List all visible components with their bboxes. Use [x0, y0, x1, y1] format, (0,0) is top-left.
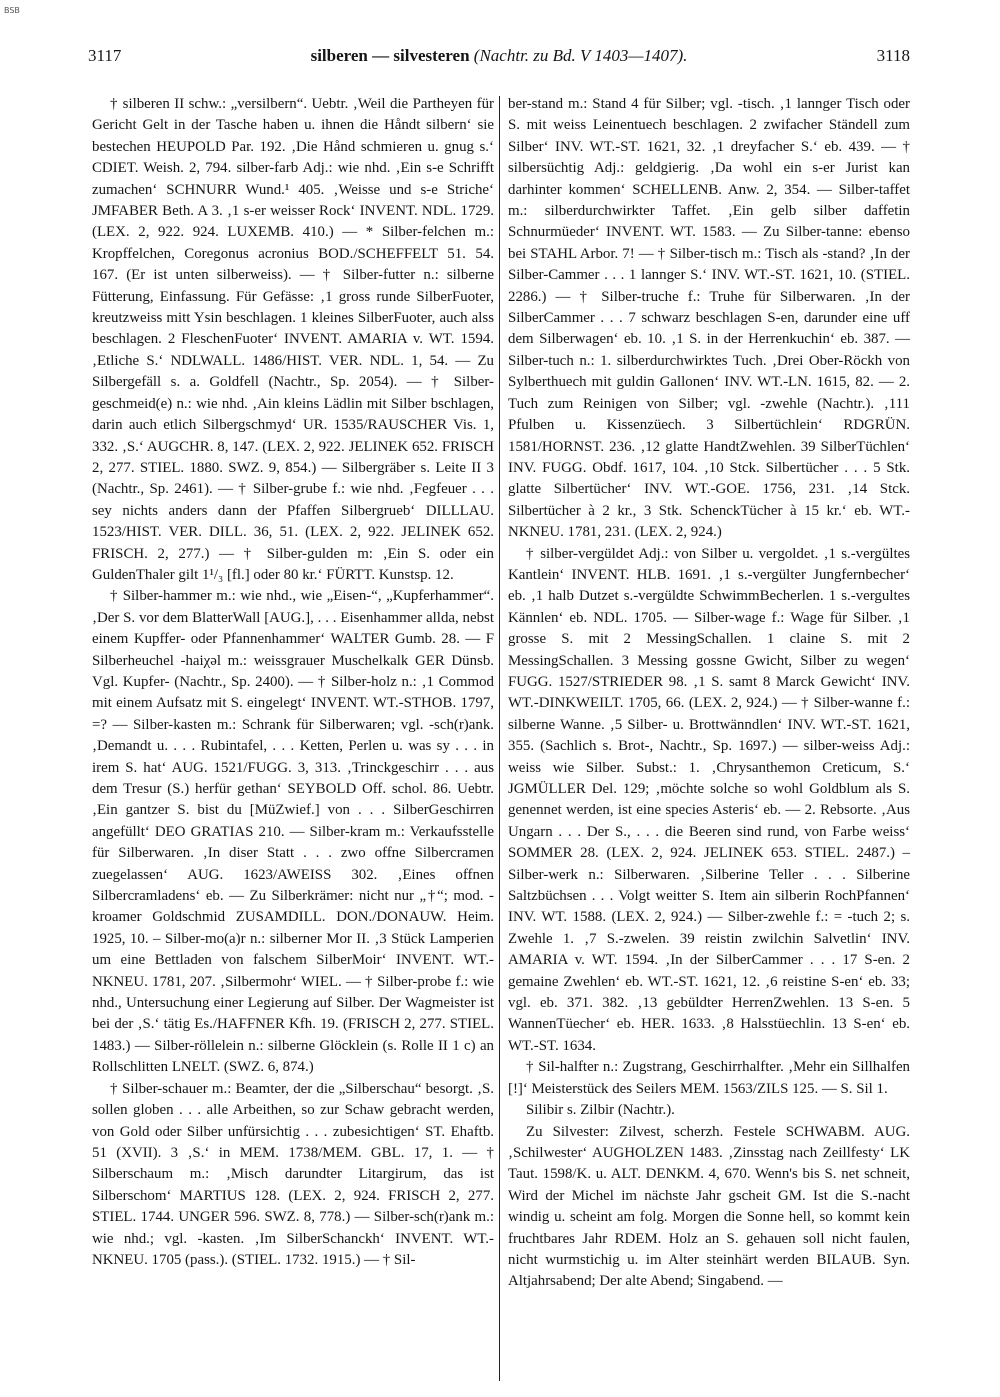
column-divider [499, 96, 500, 1381]
entry-paragraph: Zu Silvester: Zilvest, scherzh. Festele SCHWABM. AUG. ‚Schilwester‘ AUGHOLZEN 1483. ‚Zinsstag nach Zeillfesty‘ LK Taut. 1598/K. u. ALT. DENKM. 4, 670. Wenn's bis S. net schneit, Wird der Michel im nächste Jahr gscheit GM. Ist die S.-nacht windig u. scheint am folg. Morgen die Sonne hell, so kommt kein fruchtbares Jahr RDEM. Holz an S. gehauen soll nicht faulen, nicht wurmstichig u. im Alter steinhärt werden BILAUB. Syn. Altjahrsabend; Der alte Abend; Singabend. — [508, 1123, 910, 1290]
entry-paragraph: † Silber-schauer m.: Beamter, der die „Silberschau“ besorgt. ‚S. sollen globen . . . alle Arbeithen, so zur Schaw gebracht werden, von Gold oder Silber unfürsichtig . . . zubesichtigen‘ ST. Ehaftb. 51 (XVII). 3 ‚S.‘ in MEM. 1738/MEM. GBL. 17, 1. — † Silberschaum m.: ‚Misch darundter Litargirum, das ist Silberschom‘ MARTIUS 128. (LEX. 2, 924. FRISCH 2, 277. STIEL. 1744. UNGER 596. SWZ. 8, 778.) — Silber-sch(r)ank m.: wie nhd.; vgl. -kasten. ‚Im SilberSchanckh‘ INVENT. WT.-NKNEU. 1705 (pass.). (STIEL. 1732. 1915.) — † Sil- [92, 1080, 494, 1268]
left-column [92, 94, 494, 1271]
entry-paragraph: † Sil-halfter n.: Zugstrang, Geschirrhalfter. ‚Mehr ein Sillhalfen [!]‘ Meisterstück des Seilers MEM. 1563/ZILS 125. — S. Sil 1. [508, 1059, 910, 1097]
right-column [508, 94, 910, 1293]
page-header [88, 46, 910, 72]
entry-paragraph: † silber-vergüldet Adj.: von Silber u. vergoldet. ‚1 s.-vergültes Kantlein‘ INVENT. HLB. 1691. ‚1 s.-vergülter Jungfernbecher‘ eb. ‚1 halb Dutzet s.-vergüldte SchwimmBecherlen. 1 s.-vergultes Kännlen‘ eb. NDL. 1705. — Silber-wage f.: Wage für Silber. ‚1 grosse S. mit 2 MessingSchallen. 1 claine S. mit 2 MessingSchallen. 3 Messing gossne Gwicht, Silber zu wegen‘ FUGG. 1527/STRIEDER 98. ‚1 S. samt 8 Marck Gewicht‘ INV. WT.-DINKWEILT. 1705, 66. (LEX. 2, 924.) — † Silber-wanne f.: silberne Wanne. ‚5 Silber- u. Brottwänndlen‘ INV. WT.-ST. 1621, 355. (Sachlich s. Brot-, Nachtr., Sp. 1697.) — silber-weiss Adj.: weiss wie Silber. Subst.: 1. ‚Chrysanthemon Creticum, S.‘ JGMÜLLER Del. 129; ‚möchte solche so wohl Goldblum als S. genennet werden, ist eine species Asteris‘ eb. — 2. Rebsorte. ‚Aus Ungarn . . . Der S., . . . die Beeren sind rund, von Farbe weiss‘ SOMMER 28. (LEX. 2, 924. JELINEK 653. STIEL. 2487.) – Silber-werk n.: Silberwaren. ‚Silberine Teller . . . Silberine Saltzbüchsen . . . Volgt weitter S. Item ain silberin RochPfannen‘ INV. WT. 1588. (LEX. 2, 924.) — Silber-zwehle f.: = -tuch 2; s. Zwehle 1. ‚7 S.-zwelen. 39 reistin zwilchin Salvetlin‘ INV. AMARIA v. WT. 1594. ‚In der SilberCammer . . . 17 S-en. 2 gemaine Zwehlen‘ eb. WT.-ST. 1621, 12. ‚6 reistine S-en‘ eb. 33; vgl. eb. 371. 382. ‚13 gebüldter HerrenZwehlen. 13 S-en. 5 WannenTüecher‘ eb. HER. 1633. ‚8 Halsstüechlin. 13 S-en‘ eb. WT.-ST. 1634. [508, 545, 910, 1054]
entry-paragraph: Silibir s. Zilbir (Nachtr.). [526, 1102, 675, 1119]
running-title-main: silberen — silvesteren [310, 46, 470, 65]
page-number-right: 3118 [876, 46, 910, 65]
running-title [88, 46, 910, 66]
entry-paragraph: ber-stand m.: Stand 4 für Silber; vgl. -tisch. ‚1 lannger Tisch oder S. mit weiss Leinentuech beschlagen. 2 zwifacher Ständell zum Silber‘ INV. WT.-ST. 1621, 32. ‚1 dreyfacher S.‘ eb. 439. — † silbersüchtig Adj.: geldgierig. ‚Da wohl ein s-er Jurist kan darhinter kommen‘ SCHELLENB. Anw. 2, 354. — Silber-taffet m.: silberdurchwirkter Taffet. ‚Ein gelb silber daffetin Schnurmüeder‘ INVENT. WT. 1583. — Zu Silber-tanne: ebenso bei STAHL Arbor. 7! — † Silber-tisch m.: Tisch als -stand? ‚In der Silber-Cammer . . . 1 lannger S.‘ INV. WT.-ST. 1621, 10. (STIEL. 2286.) — † Silber-truche f.: Truhe für Silberwaren. ‚In der SilberCammer . . . 7 schwarz beschlagen S-en, darunder eine uff dem Silberwagen‘ eb. 10. ‚1 S. in der Herrenkuchin‘ eb. 387. — Silber-tuch n.: 1. silberdurchwirktes Tuch. ‚Drei Ober-Röckh von Sylberthuech mit guldin Gallonen‘ INV. WT.-LN. 1615, 82. — 2. Tuch zum Reinigen von Silber; vgl. -zwehle (Nachtr.). ‚111 Pfulben u. Kissenzüech. 3 Silbertüchlein‘ RDGRÜN. 1581/HORNST. 236. ‚12 glatte HandtZwehlen. 39 SilberTüchlen‘ INV. FUGG. Obdf. 1617, 104. ‚10 Stck. Silbertücher . . . 5 Stk. glatte Silbertücher‘ INV. WT.-GOE. 1756, 231. ‚14 Stck. Silbertücher à 2 kr., 3 Stk. SchenckTücher à 15 kr.‘ eb. WT.-NKNEU. 1781, 231. (LEX. 2, 924.) [508, 96, 910, 541]
entry-paragraph: † Silber-hammer m.: wie nhd., wie „Eisen-“, „Kupferhammer“. ‚Der S. vor dem BlatterWall [AUG.], . . . Eisenhammer allda, nebst einem Kupffer- oder Pfannenhammer‘ WALTER Gumb. 28. — F Silberheuchel -haiχəl m.: weissgrauer Muschelkalk GER Dünsb. Vgl. Kupfer- (Nachtr., Sp. 2400). — † Silber-holz n.: ‚1 Commod mit einem Aufsatz mit S. eingelegt‘ INVENT. WT.-STHOB. 1797, =? — Silber-kasten m.: Schrank für Silberwaren; vgl. -sch(r)ank. ‚Demandt u. . . . Rubintafel, . . . Ketten, Perlen u. was sy . . . in irem S. hat‘ AUG. 1521/FUGG. 3, 313. ‚Trinckgeschirr . . . aus dem Tresur (S.) herfür gethan‘ SEYBOLD Off. schol. 86. Uebtr. ‚Ein gantzer S. bist du [MüZwief.] von . . . SilberGeschirren angefüllt‘ DEO GRATIAS 210. — Silber-kram m.: Verkaufsstelle für Silberwaren. ‚In diser Statt . . . zwo offne Silbercramen zuegelassen‘ AUG. 1623/AWEISS 302. ‚Eines offnen Silbercramladens‘ eb. — Zu Silberkrämer: nicht nur „†“; mod. -kroamer Goldschmid ZUSAMDILL. DON./DONAUW. Heim. 1925, 10. – Silber-mo(a)r n.: silberner Mor II. ‚3 Stück Lamperien um eine Bettladen von falschem SilberMoir‘ INVENT. WT.-NKNEU. 1781, 207. ‚Silbermohr‘ WIEL. — † Silber-probe f.: wie nhd., Untersuchung einer Legierung auf Silber. Der Wagmeister ist bei der ‚S.‘ tätig Es./HAFFNER Kfh. 19. (FRISCH 2, 277. STIEL. 1483.) — Silber-röllelein n.: silberne Glöcklein (s. Rolle II 1 c) an Rollschlitten LNELT. (SWZ. 6, 874.) [92, 588, 494, 1076]
page-number-left: 3117 [88, 46, 122, 65]
library-stamp: BSB [4, 6, 20, 15]
running-title-sub: (Nachtr. zu Bd. V 1403—1407). [469, 46, 688, 65]
entry-paragraph: † silberen II schw.: „versilbern“. Uebtr. ‚Weil die Partheyen für Gericht Gelt in der Tasche haben u. ihnen die Håndt silbern‘ sie bestechen HEUPOLD Par. 192. ‚Die Hånd schmieren u. gnug s.‘ CDIET. Weish. 2, 794. silber-farb Adj.: wie nhd. ‚Ein s-e Schrifft zumachen‘ SCHNURR Wund.¹ 405. ‚Weisse und s-e Striche‘ JMFABER Beth. A 3. ‚1 s-er weisser Rock‘ INVENT. NDL. 1729. (LEX. 2, 922. 924. LUXEMB. 410.) — * Silber-felchen m.: Kropffelchen, Coregonus acronius BOD./SCHEFFELT 51. 54. 167. (Er ist unten silberweiss). — † Silber-futter n.: silberne Fütterung, Einfassung. Für Gefässe: ‚1 gross runde SilberFuoter, kreutzweiss mitt Ysin beschlagen. 1 kleines SilberFuoter, auch alss beschlagen. 2 FleschenFuoter‘ INVENT. AMARIA v. WT. 1594. ‚Etliche S.‘ NDLWALL. 1486/HIST. VER. NDL. 1, 54. — Zu Silbergefäll s. a. Goldfell (Nachtr., Sp. 2054). — † Silber-geschmeid(e) n.: wie nhd. ‚Ain kleins Lädlin mit Silber bschlagen, darin auch etlich Silbergschmyd‘ UR. 1535/RAUSCHER Vis. 1, 332. ‚S.‘ AUGCHR. 8, 147. (LEX. 2, 922. JELINEK 652. FRISCH 2, 277. STIEL. 1880. SWZ. 9, 854.) — Silbergräber s. Leite II 3 (Nachtr., Sp. 2461). — † Silber-grube f.: wie nhd. ‚Fegfeuer . . . sey nichts anders dann der Pfaffen Silbergrueb‘ DILLLAU. 1523/HIST. VER. DILL. 36, 51. (LEX. 2, 922. JELINEK 652. FRISCH. 2, 277.) — † Silber-gulden m: ‚Ein S. oder ein GuldenThaler gilt 1¹/₃ [fl.] oder 80 kr.‘ FÜRTT. Kunstsp. 12. [92, 96, 494, 583]
